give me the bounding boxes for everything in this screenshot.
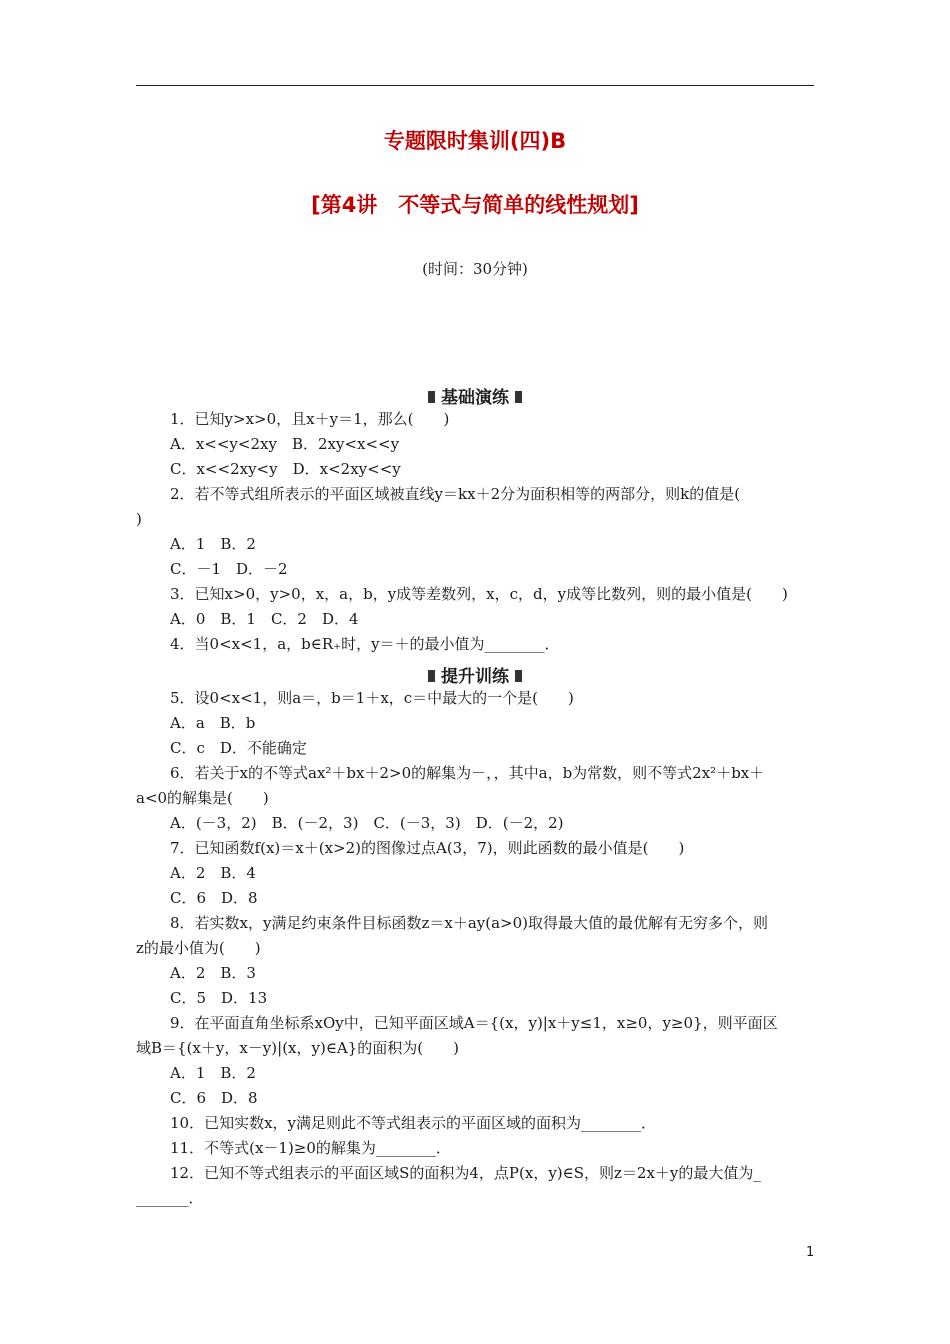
section-heading-advanced	[0, 662, 950, 687]
question-1-options-ab: A．x<<y<2xy B．2xy<x<<y	[170, 435, 400, 453]
section-heading-label: 提升训练	[441, 667, 509, 687]
question-8-options-cd: C．5 D．13	[170, 989, 268, 1007]
question-9-options-cd: C．6 D．8	[170, 1089, 258, 1107]
question-7-options-cd: C．6 D．8	[170, 889, 258, 907]
question-2-options-ab: A．1 B．2	[170, 535, 256, 553]
question-10: 10．已知实数x，y满足则此不等式组表示的平面区域的面积为________．	[170, 1114, 657, 1132]
section-marker-icon	[428, 391, 435, 403]
question-5-options-ab: A．a B．b	[170, 714, 256, 732]
question-11: 11．不等式(x－1)≥0的解集为________．	[170, 1139, 451, 1157]
page-number: 1	[806, 1245, 815, 1260]
section-marker-icon	[515, 391, 522, 403]
question-4: 4．当0<x<1，a，b∈R₊时，y＝＋的最小值为________．	[170, 635, 560, 653]
question-6: 6．若关于x的不等式ax²＋bx＋2>0的解集为－，，其中a，b为常数，则不等式2x²＋bx＋	[170, 764, 765, 782]
question-8-continued: z的最小值为( )	[136, 939, 261, 957]
question-2: 2．若不等式组所表示的平面区域被直线y＝kx＋2分为面积相等的两部分，则k的值是(	[170, 485, 741, 503]
section-marker-icon	[515, 670, 522, 682]
question-6-continued: a<0的解集是( )	[136, 789, 269, 807]
question-3-options: A．0 B．1 C．2 D．4	[170, 610, 359, 628]
question-2-options-cd: C．－1 D．－2	[170, 560, 288, 578]
question-12-continued: _______．	[136, 1189, 204, 1207]
question-9-options-ab: A．1 B．2	[170, 1064, 256, 1082]
top-rule	[136, 85, 814, 86]
question-9: 9．在平面直角坐标系xOy中，已知平面区域A＝{(x，y)|x＋y≤1，x≥0，y≥0}，则平面区	[170, 1014, 778, 1032]
document-title: 专题限时集训(四)B	[383, 129, 567, 153]
question-1-options-cd: C．x<<2xy<y D．x<2xy<<y	[170, 460, 401, 478]
question-2-continued: )	[136, 510, 142, 528]
question-3: 3．已知x>0，y>0，x，a，b，y成等差数列，x，c，d，y成等比数列，则的最小值是( )	[170, 585, 788, 603]
question-5-options-cd: C．c D．不能确定	[170, 739, 307, 757]
document-subtitle: [第4讲 不等式与简单的线性规划]	[311, 193, 639, 217]
question-5: 5．设0<x<1，则a＝，b＝1＋x，c＝中最大的一个是( )	[170, 689, 574, 707]
question-12: 12．已知不等式组表示的平面区域S的面积为4，点P(x，y)∈S，则z＝2x＋y的最大值为_	[170, 1164, 761, 1182]
section-heading-basic	[0, 383, 950, 408]
question-8-options-ab: A．2 B．3	[170, 964, 256, 982]
time-note: (时间：30分钟)	[422, 260, 528, 278]
question-8: 8．若实数x，y满足约束条件目标函数z＝x＋ay(a>0)取得最大值的最优解有无穷多个，则	[170, 914, 769, 932]
question-7: 7．已知函数f(x)＝x＋(x>2)的图像过点A(3，7)，则此函数的最小值是( )	[170, 839, 685, 857]
section-heading-label: 基础演练	[441, 388, 509, 408]
section-marker-icon	[428, 670, 435, 682]
question-6-options: A．(－3，2) B．(－2，3) C．(－3，3) D．(－2，2)	[170, 814, 564, 832]
question-9-continued: 域B＝{(x＋y，x－y)|(x，y)∈A}的面积为( )	[136, 1039, 460, 1057]
question-7-options-ab: A．2 B．4	[170, 864, 256, 882]
question-1: 1．已知y>x>0，且x＋y＝1，那么( )	[170, 410, 450, 428]
